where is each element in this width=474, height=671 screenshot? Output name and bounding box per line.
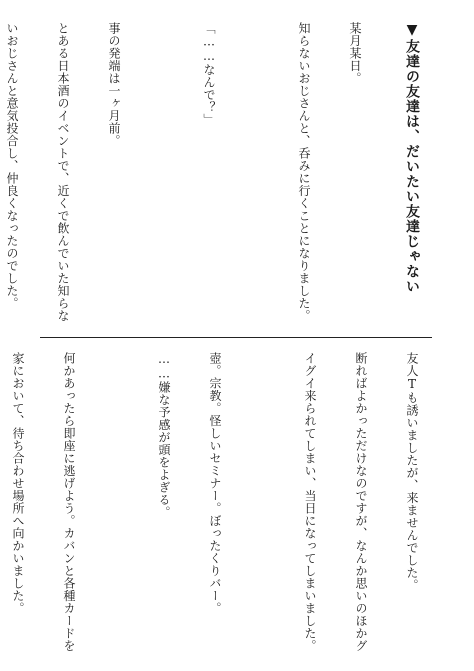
blank-column <box>111 352 121 652</box>
text-column: 断ればよかっただけなのですが、なんか思いのほかグ <box>354 352 368 652</box>
section-heading <box>403 22 420 322</box>
triangle-marker-icon: ▼ <box>404 22 420 39</box>
dialogue-column: 「……なんで？」 <box>202 22 216 126</box>
text-column: 友人Tも誘いましたが、来ませんでした。 <box>405 352 419 592</box>
text-column: とある日本酒のイベントで、近くで飲んでいた知らな <box>56 22 70 322</box>
text-column: 何かあったら即座に逃げよう。カバンと各種カードを <box>62 352 76 652</box>
heading-text: 友達の友達は、だいたい友達じゃない <box>404 39 420 294</box>
text-column: イグイ来られてしまい、当日になってしまいました。 <box>303 352 317 652</box>
text-column: 事の発端は一ヶ月前。 <box>107 22 121 147</box>
text-column: 某月某日。 <box>348 22 362 85</box>
blank-column <box>251 22 261 322</box>
text-column: ……嫌な予感が頭をよぎる。 <box>157 352 171 519</box>
blank-column <box>156 22 166 322</box>
text-column: 知らないおじさんと、呑みに行くことになりました。 <box>297 22 311 322</box>
section-divider <box>40 337 432 338</box>
bottom-text-section <box>0 352 454 652</box>
text-column: 家において、待ち合わせ場所へ向かいました。 <box>11 352 25 615</box>
top-text-section <box>0 22 454 322</box>
text-column: いおじさんと意気投合し、仲良くなったのでした。 <box>5 22 19 310</box>
blank-column <box>257 352 267 652</box>
text-column: 壺。宗教。怪しいセミナー。ぼったくりバー。 <box>208 352 222 615</box>
